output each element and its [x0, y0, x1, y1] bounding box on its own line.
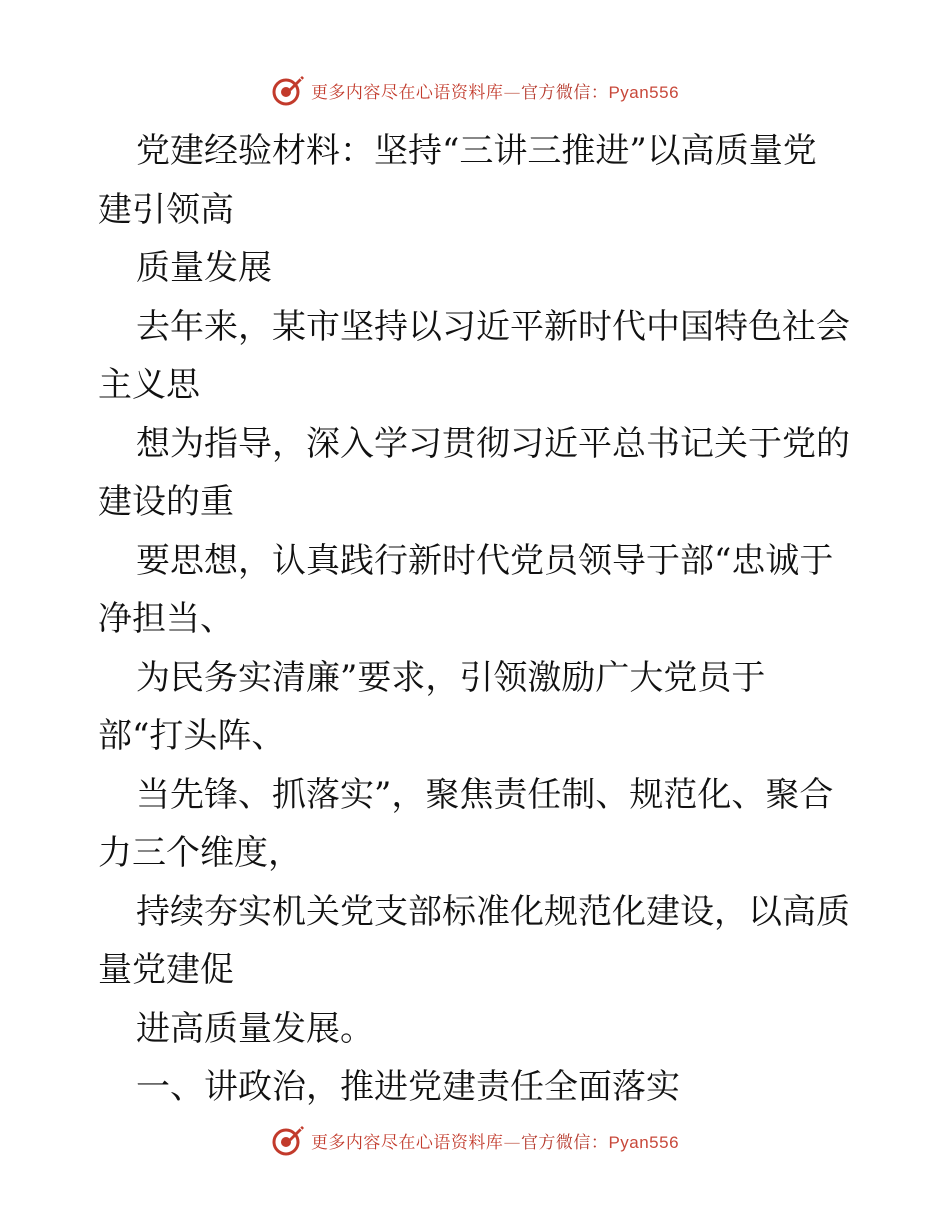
- paragraph-line: 要思想，认真践行新时代党员领导于部“忠诚于: [136, 540, 834, 581]
- header-banner: [0, 70, 950, 110]
- paragraph-line-wrap: 主义思: [98, 365, 200, 405]
- title-line: 党建经验材料：坚持“三讲三推进”以高质量党: [136, 131, 817, 171]
- paragraph-line: 持续夯实机关党支部标准化规范化建设，以高质: [136, 891, 850, 932]
- banner-wechat-label: 官方微信：: [520, 1132, 609, 1153]
- paragraph-line: 去年来，某市坚持以习近平新时代中国特色社会: [136, 306, 850, 347]
- pen-logo-icon: [271, 1123, 305, 1157]
- banner-text: [311, 78, 679, 103]
- banner-separator: —: [503, 1132, 521, 1153]
- paragraph-line-wrap: 部“打头阵、: [98, 716, 286, 756]
- banner-text: [311, 1128, 679, 1153]
- footer-banner: [0, 1120, 950, 1160]
- banner-wechat-id: Pyan556: [608, 82, 680, 102]
- banner-wechat-id: Pyan556: [608, 1132, 680, 1152]
- banner-wechat-label: 官方微信：: [520, 82, 609, 103]
- banner-site: 更多内容尽在心语资料库: [310, 82, 504, 103]
- paragraph-line-wrap: 建设的重: [98, 482, 234, 522]
- banner-separator: —: [503, 82, 521, 103]
- paragraph-line-wrap: 力三个维度，: [98, 833, 302, 873]
- paragraph-line: 为民务实清廉”要求，引领激励广大党员于: [136, 657, 766, 698]
- title-line-continued: 质量发展: [136, 248, 272, 288]
- paragraph-line: 想为指导，深入学习贯彻习近平总书记关于党的: [136, 423, 850, 464]
- document-body: [98, 122, 858, 1117]
- section-heading: 一、讲政治，推进党建责任全面落实: [136, 1067, 680, 1107]
- paragraph-line: 进高质量发展。: [136, 1008, 374, 1049]
- paragraph-line-wrap: 净担当、: [98, 599, 234, 639]
- paragraph-line: 当先锋、抓落实”，聚焦责任制、规范化、聚合: [136, 774, 834, 815]
- pen-logo-icon: [271, 73, 305, 107]
- banner-site: 更多内容尽在心语资料库: [310, 1132, 504, 1153]
- title-line-wrap: 建引领高: [98, 189, 234, 230]
- paragraph-line-wrap: 量党建促: [98, 950, 234, 990]
